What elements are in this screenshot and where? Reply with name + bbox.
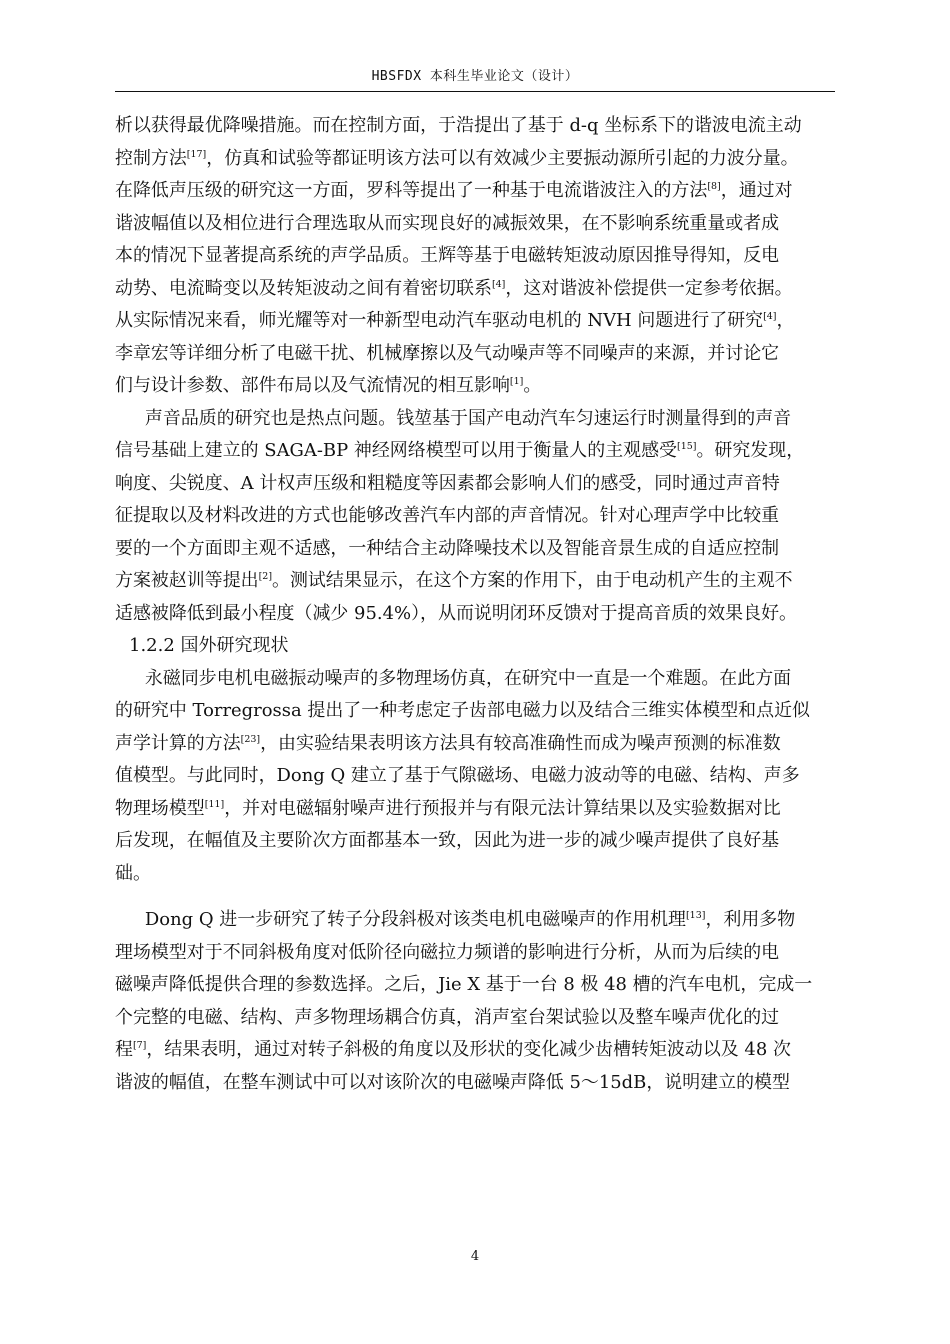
text-run: 。研究发现， xyxy=(696,440,805,461)
text-run: 个完整的电磁、结构、声多物理场耦合仿真，消声室台架试验以及整车噪声优化的过 xyxy=(115,1006,780,1028)
text-line xyxy=(115,760,835,793)
text-line xyxy=(115,143,835,176)
text-run: ，这对谐波补偿提供一定参考依据。 xyxy=(505,277,793,299)
text-run: 程 xyxy=(115,1039,133,1060)
text-run: 磁噪声降低提供合理的参数选择。之后，Jie X 基于一台 8 极 48 槽的汽车电机，完成一 xyxy=(115,974,813,995)
text-line xyxy=(115,1002,835,1035)
text-line xyxy=(115,825,835,858)
text-run: 础。 xyxy=(115,862,151,884)
paragraph-gap xyxy=(115,890,837,904)
page-header: HBSFDX 本科生毕业论文（设计） xyxy=(371,69,579,84)
text-run: 本的情况下显著提高系统的声学品质。王辉等基于电磁转矩波动原因推导得知，反电 xyxy=(115,245,780,266)
text-line xyxy=(115,403,835,436)
text-run: 声音品质的研究也是热点问题。钱堃基于国产电动汽车匀速运行时测量得到的声音 xyxy=(144,407,792,429)
citation-ref: [17] xyxy=(186,148,207,160)
text-line xyxy=(115,533,835,566)
text-run: ，由实验结果表明该方法具有较高准确性而成为噪声预测的标准数 xyxy=(260,732,781,754)
text-line xyxy=(115,1034,835,1067)
text-line xyxy=(115,500,835,533)
text-line xyxy=(115,370,835,403)
text-line xyxy=(115,969,835,1002)
text-run: 谐波的幅值，在整车测试中可以对该阶次的电磁噪声降低 5～15dB，说明建立的模型 xyxy=(115,1071,790,1093)
text-run: 方案被赵训等提出 xyxy=(115,570,259,591)
text-run: ，利用多物 xyxy=(705,909,796,930)
text-run: ，并对电磁辐射噪声进行预报并与有限元法计算结果以及实验数据对比 xyxy=(224,797,781,819)
citation-ref: [7] xyxy=(132,1040,147,1051)
citation-ref: [2] xyxy=(258,571,273,582)
text-line xyxy=(115,273,835,306)
text-run: 声学计算的方法 xyxy=(115,732,241,754)
text-run: 析以获得最优降噪措施。而在控制方面，于浩提出了基于 d-q 坐标系下的谐波电流主动 xyxy=(115,115,802,136)
text-run: 的研究中 Torregrossa 提出了一种考虑定子齿部电磁力以及结合三维实体模型和点近似 xyxy=(115,700,810,721)
citation-ref: [11] xyxy=(204,798,225,810)
paragraph xyxy=(115,110,837,403)
text-line xyxy=(115,110,835,143)
heading-line xyxy=(115,630,837,663)
text-line xyxy=(115,565,835,598)
citation-ref: [4] xyxy=(763,311,777,322)
text-line xyxy=(115,728,835,761)
text-run: 值模型。与此同时，Dong Q 建立了基于气隙磁场、电磁力波动等的电磁、结构、声多 xyxy=(115,765,800,786)
text-line xyxy=(115,598,835,631)
text-run: Dong Q 进一步研究了转子分段斜极对该类电机电磁噪声的作用机理 xyxy=(144,909,686,930)
text-run: 。测试结果显示，在这个方案的作用下，由于电动机产生的主观不 xyxy=(272,570,793,591)
text-run: ，通过对 xyxy=(720,180,793,201)
text-run: 征提取以及材料改进的方式也能够改善汽车内部的声音情况。针对心理声学中比较重 xyxy=(115,505,780,526)
citation-ref: [4] xyxy=(491,278,506,290)
text-run: 在降低声压级的研究这一方面，罗科等提出了一种基于电流谐波注入的方法 xyxy=(115,180,708,201)
text-line xyxy=(115,468,835,501)
text-line xyxy=(115,663,835,696)
text-run: 控制方法 xyxy=(115,147,187,169)
text-run: 信号基础上建立的 SAGA-BP 神经网络模型可以用于衡量人的主观感受 xyxy=(115,440,678,461)
text-line xyxy=(115,240,835,273)
text-run: 后发现，在幅值及主要阶次方面都基本一致，因此为进一步的减少噪声提供了良好基 xyxy=(115,830,780,851)
text-run: 理场模型对于不同斜极角度对低阶径向磁拉力频谱的影响进行分析，从而为后续的电 xyxy=(115,941,780,963)
text-line xyxy=(115,937,835,970)
text-line xyxy=(115,305,835,338)
text-run: 永磁同步电机电磁振动噪声的多物理场仿真，在研究中一直是一个难题。在此方面 xyxy=(144,667,792,689)
citation-ref: [15] xyxy=(677,441,697,452)
text-run: ，结果表明，通过对转子斜极的角度以及形状的变化减少齿槽转矩波动以及 48 次 xyxy=(146,1039,791,1060)
text-line xyxy=(115,1067,835,1100)
page-number: 4 xyxy=(470,1249,480,1264)
text-run: 李章宏等详细分析了电磁干扰、机械摩擦以及气动噪声等不同噪声的来源，并讨论它 xyxy=(115,342,780,364)
text-run: ， xyxy=(776,310,795,331)
body-text xyxy=(115,110,837,1099)
text-line xyxy=(115,904,835,937)
text-line xyxy=(115,435,835,468)
text-run: 响度、尖锐度、A 计权声压级和粗糙度等因素都会影响人们的感受，同时通过声音特 xyxy=(115,472,780,494)
text-run: 动势、电流畸变以及转矩波动之间有着密切联系 xyxy=(115,277,492,299)
paragraph xyxy=(115,403,837,631)
text-line xyxy=(115,858,835,891)
text-line xyxy=(115,338,835,371)
citation-ref: [1] xyxy=(509,376,524,387)
text-line xyxy=(115,793,835,826)
text-run: 1.2.2 国外研究现状 xyxy=(129,635,289,656)
header-rule xyxy=(115,91,835,92)
text-run: 。 xyxy=(523,375,542,396)
text-run: 们与设计参数、部件布局以及气流情况的相互影响 xyxy=(115,375,510,396)
text-run: 物理场模型 xyxy=(115,797,205,819)
paragraph xyxy=(115,904,837,1099)
text-run: 要的一个方面即主观不适感，一种结合主动降噪技术以及智能音景生成的自适应控制 xyxy=(115,537,780,559)
text-line xyxy=(115,175,835,208)
citation-ref: [8] xyxy=(707,181,721,192)
text-run: 适感被降低到最小程度（减少 95.4%），从而说明闭环反馈对于提高音质的效果良好。 xyxy=(115,602,797,624)
text-run: 谐波幅值以及相位进行合理选取从而实现良好的减振效果，在不影响系统重量或者成 xyxy=(115,212,780,234)
text-line xyxy=(115,695,835,728)
citation-ref: [13] xyxy=(685,910,706,921)
text-line xyxy=(115,208,835,241)
text-run: ，仿真和试验等都证明该方法可以有效减少主要振动源所引起的力波分量。 xyxy=(206,147,799,169)
paragraph xyxy=(115,663,837,891)
text-run: 从实际情况来看，师光耀等对一种新型电动汽车驱动电机的 NVH 问题进行了研究 xyxy=(115,310,764,331)
section-heading xyxy=(115,630,837,663)
citation-ref: [23] xyxy=(240,733,261,745)
